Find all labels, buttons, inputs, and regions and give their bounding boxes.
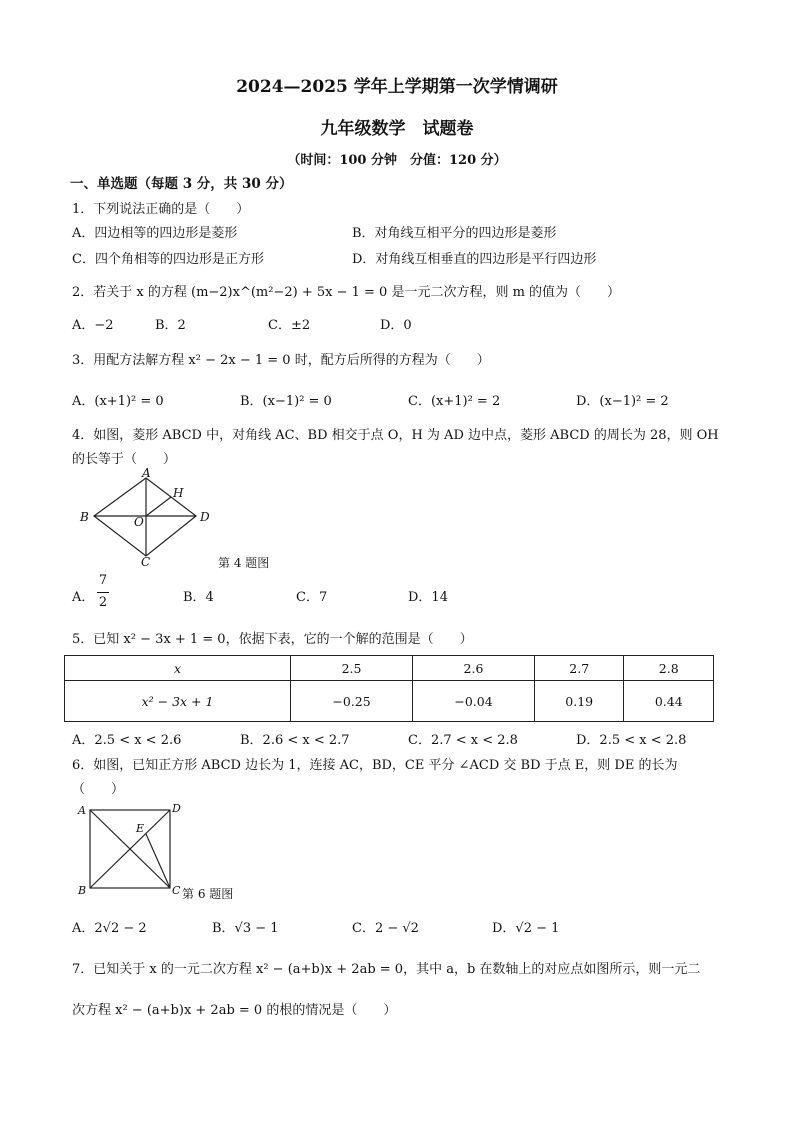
q6-option-c: C．2 − √2 <box>352 921 419 936</box>
label-h: H <box>173 486 184 500</box>
table-cell: x <box>65 656 291 681</box>
q7-stem-line1: 7．已知关于 x 的一元二次方程 x² − (a+b)x + 2ab = 0，其中 a，b 在数轴上的对应点如图所示，则一元二 <box>72 962 701 977</box>
q4-stem-line2: 的长等于（ ） <box>72 452 177 467</box>
q4-option-b: B．4 <box>183 590 214 605</box>
table-cell: 0.44 <box>624 681 714 722</box>
table-cell: 0.19 <box>534 681 623 722</box>
label-c: C <box>141 555 151 568</box>
q5-option-b: B．2.6 < x < 2.7 <box>240 733 350 748</box>
q6-stem-line1: 6．如图，已知正方形 ABCD 边长为 1，连接 AC，BD，CE 平分 ∠ACD 交 BD 于点 E，则 DE 的长为 <box>72 758 678 773</box>
q1-stem: 1．下列说法正确的是（ ） <box>72 202 250 217</box>
table-cell: 2.8 <box>624 656 714 681</box>
q4-option-a-denominator: 2 <box>98 595 108 610</box>
q6-option-d: D．√2 − 1 <box>492 921 560 936</box>
label-o: O <box>134 515 144 529</box>
q1-option-a: A．四边相等的四边形是菱形 <box>72 226 238 241</box>
table-cell: x² − 3x + 1 <box>65 681 291 722</box>
q5-stem: 5．已知 x² − 3x + 1 = 0，依据下表，它的一个解的范围是（ ） <box>72 632 473 647</box>
q6-figure-caption: 第 6 题图 <box>182 887 234 901</box>
exam-meta: （时间：100 分钟 分值：120 分） <box>287 153 507 168</box>
q2-option-c: C．±2 <box>268 318 311 333</box>
fraction-bar <box>97 592 109 593</box>
table-cell: −0.25 <box>291 681 413 722</box>
q5-value-table <box>64 655 714 722</box>
q4-option-a-numerator: 7 <box>98 573 108 588</box>
table-cell: 2.5 <box>291 656 413 681</box>
q4-stem-line1: 4．如图，菱形 ABCD 中，对角线 AC、BD 相交于点 O，H 为 AD 边中点，菱形 ABCD 的周长为 28，则 OH <box>72 428 719 443</box>
q7-stem-line2: 次方程 x² − (a+b)x + 2ab = 0 的根的情况是（ ） <box>72 1003 397 1018</box>
q5-option-d: D．2.5 < x < 2.8 <box>576 733 687 748</box>
segment-ce <box>146 834 170 888</box>
q3-option-a: A．(x+1)² = 0 <box>72 394 164 409</box>
exam-subtitle: 九年级数学 试题卷 <box>320 119 474 139</box>
label-b: B <box>78 884 87 897</box>
q3-option-c: C．(x+1)² = 2 <box>408 394 501 409</box>
q6-option-a: A．2√2 − 2 <box>72 921 147 936</box>
q1-option-c: C．四个角相等的四边形是正方形 <box>72 252 264 267</box>
label-a: A <box>78 804 86 817</box>
q2-option-d: D．0 <box>380 318 412 333</box>
q2-option-b: B．2 <box>155 318 186 333</box>
q4-option-d: D．14 <box>408 590 448 605</box>
q1-option-b: B．对角线互相平分的四边形是菱形 <box>352 226 557 241</box>
q3-option-d: D．(x−1)² = 2 <box>576 394 669 409</box>
q5-option-a: A．2.5 < x < 2.6 <box>72 733 182 748</box>
q3-stem: 3．用配方法解方程 x² − 2x − 1 = 0 时，配方后所得的方程为（ ） <box>72 353 490 368</box>
q6-option-b: B．√3 − 1 <box>212 921 279 936</box>
label-c: C <box>172 884 181 897</box>
q1-option-d: D．对角线互相垂直的四边形是平行四边形 <box>352 252 597 267</box>
q5-option-c: C．2.7 < x < 2.8 <box>408 733 518 748</box>
table-cell: −0.04 <box>413 681 535 722</box>
table-cell: 2.7 <box>534 656 623 681</box>
q4-option-c: C．7 <box>296 590 328 605</box>
label-e: E <box>136 822 145 835</box>
label-d: D <box>200 510 210 524</box>
q2-option-a: A．−2 <box>72 318 114 333</box>
q3-option-b: B．(x−1)² = 0 <box>240 394 332 409</box>
q6-figure-square <box>74 800 184 898</box>
q4-figure-rhombus <box>72 468 232 568</box>
q4-figure-caption: 第 4 题图 <box>218 556 270 570</box>
q6-stem-line2: （ ） <box>72 782 125 797</box>
label-b: B <box>80 510 89 524</box>
label-a: A <box>142 468 151 480</box>
label-d: D <box>172 802 181 815</box>
q4-option-a-prefix: A． <box>72 590 95 605</box>
table-cell: 2.6 <box>413 656 535 681</box>
q2-stem: 2．若关于 x 的方程 (m−2)x^(m²−2) + 5x − 1 = 0 是一元二次方程，则 m 的值为（ ） <box>72 285 621 300</box>
exam-title: 2024—2025 学年上学期第一次学情调研 <box>236 77 558 97</box>
segment-oh <box>146 497 171 516</box>
section-heading: 一、单选题（每题 3 分，共 30 分） <box>70 176 293 192</box>
